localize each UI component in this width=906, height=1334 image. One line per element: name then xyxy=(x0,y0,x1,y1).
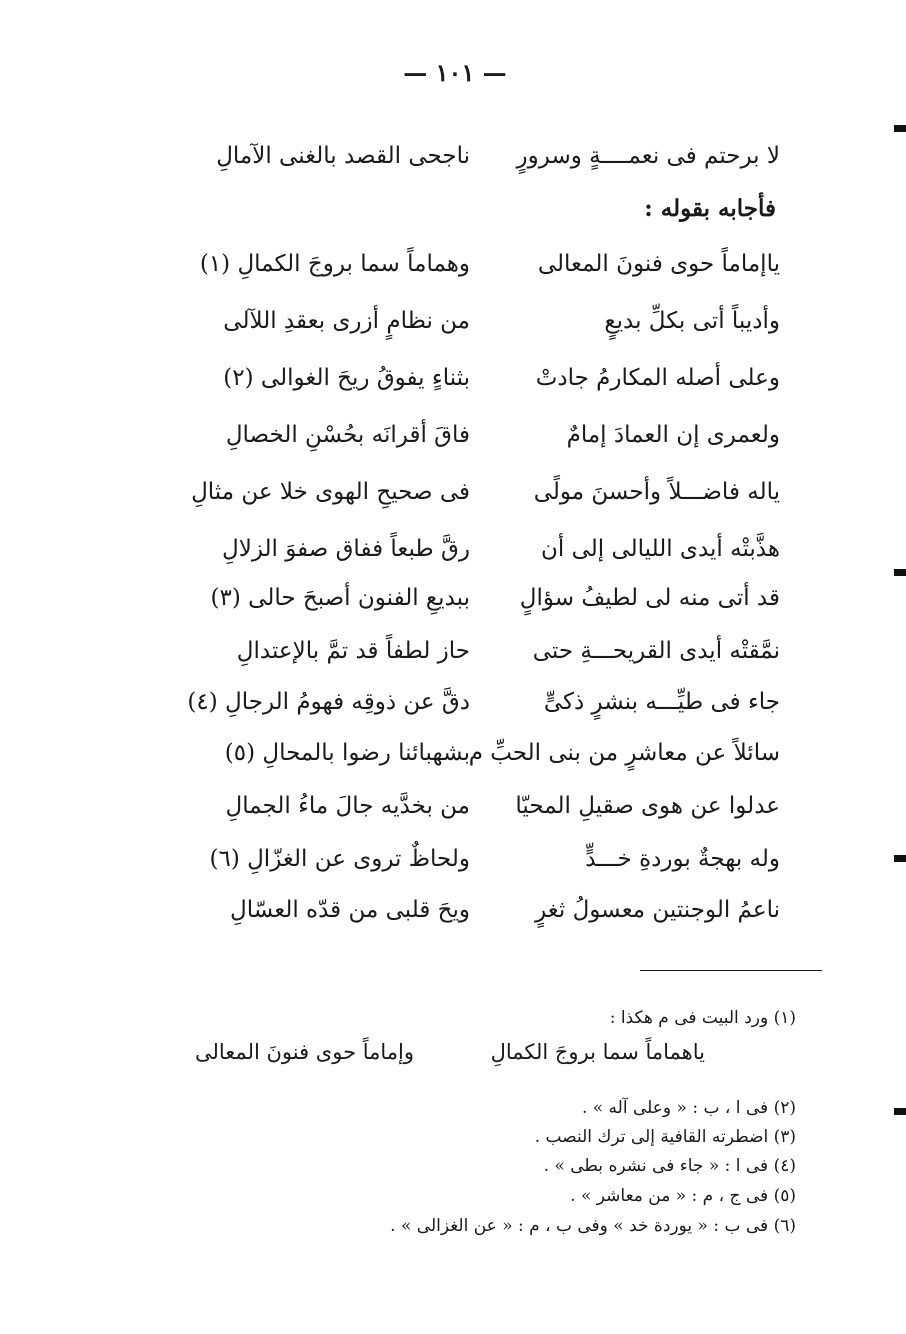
poem-verse xyxy=(160,780,780,832)
verse-first-hemistich: ناعمُ الوجنتين معسولُ ثغرٍ xyxy=(535,897,780,923)
verse-second-hemistich: ولحاظٌ تروى عن الغزّالِ (٦) xyxy=(209,846,470,872)
verse-first-hemistich: جاء فى طيِّـــه بنشرٍ ذكىٍّ xyxy=(543,689,780,715)
footnote-5: (٥) فى ج ، م : « من معاشر » . xyxy=(570,1186,796,1206)
footnote-1-verse xyxy=(195,1040,705,1076)
opening-verse-second: ناجحى القصد بالغنى الآمالِ xyxy=(216,143,470,169)
poem-verse xyxy=(160,833,780,885)
poem-verse xyxy=(160,466,780,518)
verse-second-hemistich: دقَّ عن ذوقِه فهومُ الرجالِ (٤) xyxy=(187,689,470,715)
verse-second-hemistich: بشهبائنا رضوا بالمحالِ (٥) xyxy=(224,740,470,766)
poem-verse xyxy=(160,572,780,624)
verse-first-hemistich: قد أتى منه لى لطيفُ سؤالٍ xyxy=(519,585,780,611)
footnote-divider xyxy=(640,970,822,971)
scan-edge-mark xyxy=(894,569,906,576)
scan-edge-mark xyxy=(894,125,906,132)
footnote-1-verse-second: وإماماً حوى فنونَ المعالى xyxy=(195,1040,415,1064)
poem-verse xyxy=(160,884,780,936)
footnote-4: (٤) فى ا : « جاء فى نشره بطى » . xyxy=(543,1156,796,1176)
scan-edge-mark xyxy=(894,855,906,862)
footnote-2: (٢) فى ا ، ب : « وعلى آله » . xyxy=(581,1098,796,1118)
verse-first-hemistich: ياإماماً حوى فنونَ المعالى xyxy=(537,251,780,277)
verse-first-hemistich: ياله فاضـــلاً وأحسنَ مولًى xyxy=(533,479,780,505)
verse-second-hemistich: وهماماً سما بروجَ الكمالِ (١) xyxy=(199,251,470,277)
verse-second-hemistich: رقَّ طبعاً ففاق صفوَ الزلالِ xyxy=(222,536,470,562)
verse-first-hemistich: نمَّقتْه أيدى القريحـــةِ حتى xyxy=(532,638,780,664)
page-number: — ١٠١ — xyxy=(403,58,507,87)
footnote-6: (٦) فى ب : « يوردة خد » وفى ب ، م : « عن الغزالى » . xyxy=(390,1216,796,1236)
verse-second-hemistich: فاقَ أقرانَه بحُسْنِ الخصالِ xyxy=(225,422,470,448)
opening-verse xyxy=(160,130,780,182)
verse-second-hemistich: من بخدَّيه جالَ ماءُ الجمالِ xyxy=(225,793,470,819)
verse-first-hemistich: ولعمرى إن العمادَ إمامٌ xyxy=(566,422,780,448)
poem-verse xyxy=(160,238,780,290)
verse-second-hemistich: حاز لطفاً قد تمَّ بالإعتدالِ xyxy=(236,638,470,664)
poem-verse xyxy=(160,523,780,575)
poem-verse xyxy=(160,676,780,728)
verse-second-hemistich: ويحَ قلبى من قدّه العسّالِ xyxy=(230,897,470,923)
footnote-1-verse-first: ياهماماً سما بروجَ الكمالِ xyxy=(490,1040,705,1064)
poem-verse xyxy=(160,727,780,779)
verse-first-hemistich: وعلى أصله المكارمُ جادتْ xyxy=(535,365,780,391)
opening-verse-first: لا برحتم فى نعمــــةٍ وسرورٍ xyxy=(516,143,780,169)
verse-first-hemistich: عدلوا عن هوى صقيلِ المحيّا xyxy=(515,793,780,819)
verse-second-hemistich: ببديعِ الفنون أصبحَ حالى (٣) xyxy=(210,585,470,611)
verse-second-hemistich: من نظامٍ أزرى بعقدِ اللآلى xyxy=(223,308,470,334)
poem-verse xyxy=(160,625,780,677)
verse-second-hemistich: بثناءٍ يفوقُ ريحَ الغوالى (٢) xyxy=(223,365,470,391)
reply-intro: فأجابه بقوله : xyxy=(644,195,776,222)
verse-first-hemistich: وله بهجةٌ بوردةِ خـــدٍّ xyxy=(585,846,780,872)
footnote-1: (١) ورد البيت فى م هكذا : xyxy=(609,1008,796,1028)
footnote-3: (٣) اضطرته القافية إلى ترك النصب . xyxy=(534,1127,796,1147)
poem-verse xyxy=(160,409,780,461)
verse-first-hemistich: سائلاً عن معاشرٍ من بنى الحبِّ م xyxy=(468,740,780,766)
verse-first-hemistich: هذَّبتْه أيدى الليالى إلى أن xyxy=(541,536,780,562)
verse-second-hemistich: فى صحيحِ الهوى خلا عن مثالِ xyxy=(191,479,470,505)
poem-verse xyxy=(160,352,780,404)
verse-first-hemistich: وأديباً أتى بكلِّ بديعٍ xyxy=(604,308,780,334)
poem-verse xyxy=(160,295,780,347)
scan-edge-mark xyxy=(894,1108,906,1115)
